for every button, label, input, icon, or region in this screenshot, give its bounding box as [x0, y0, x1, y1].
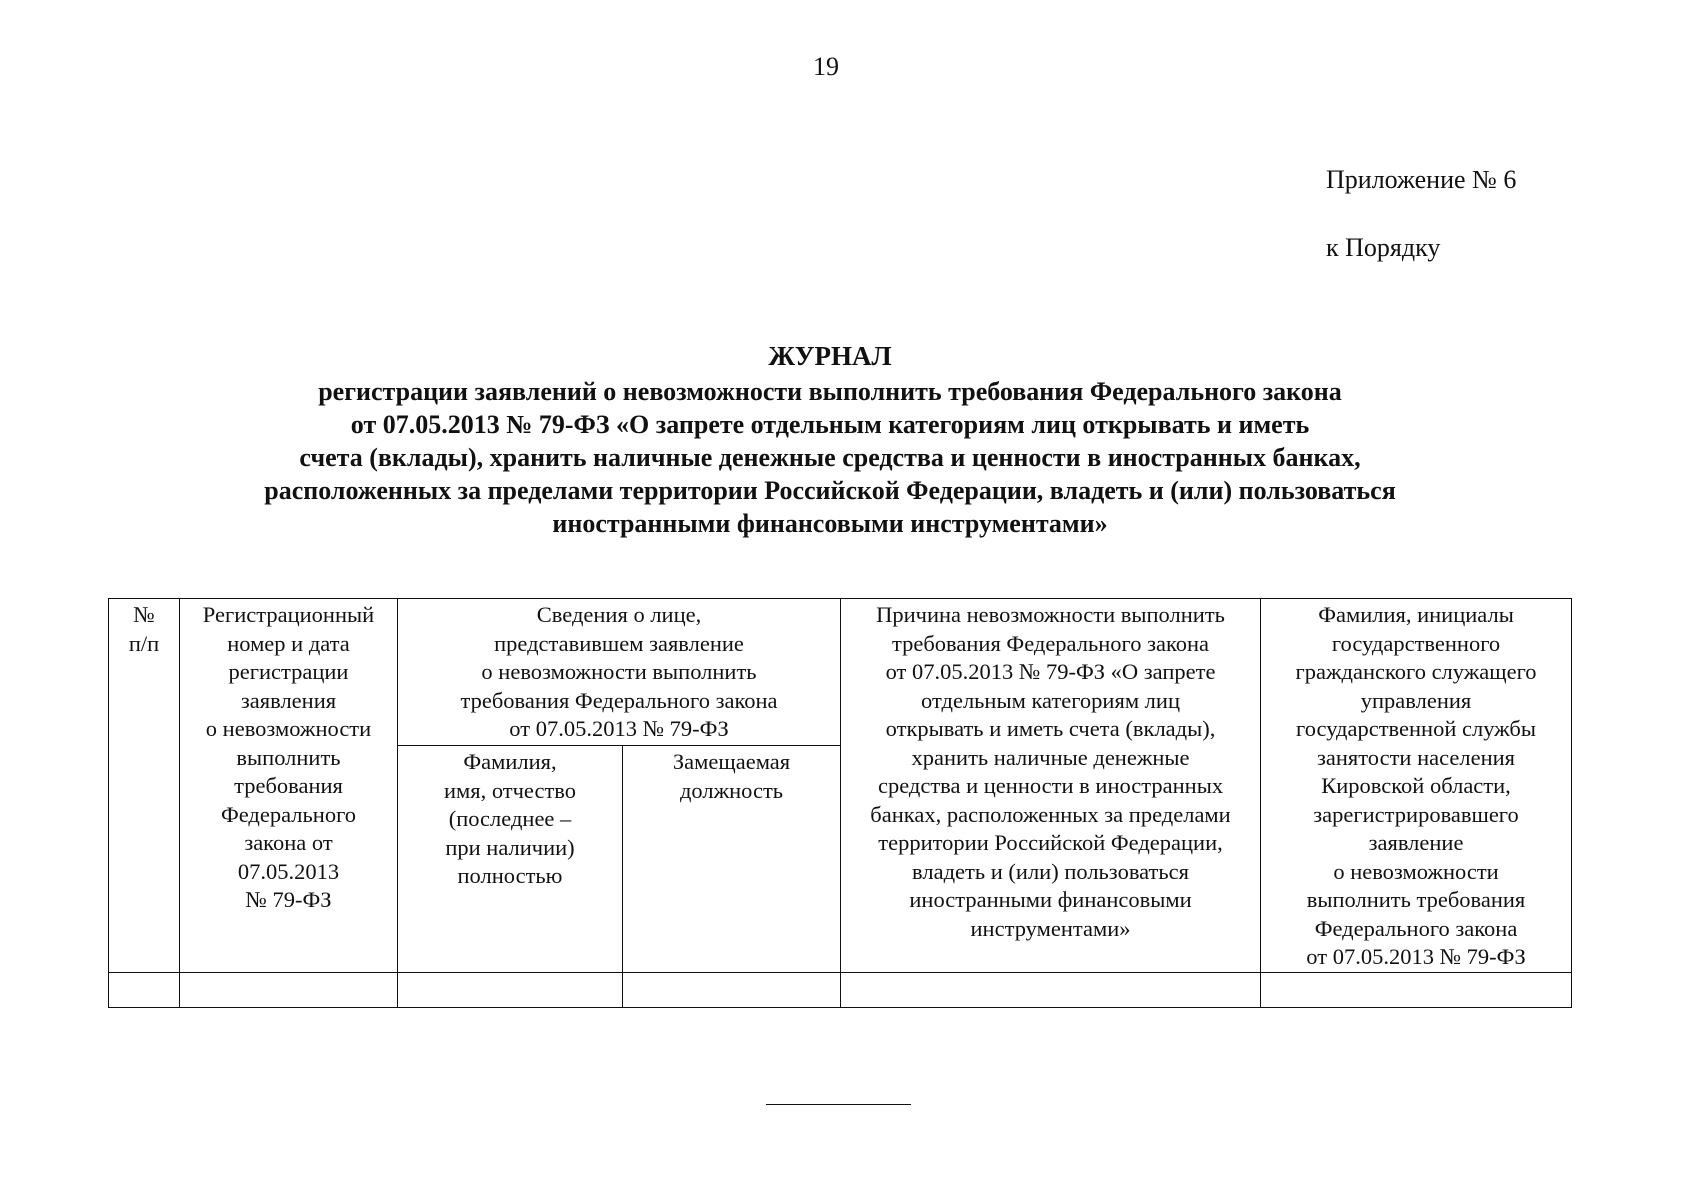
- header-line: п/п: [128, 630, 160, 656]
- header-line: представившем заявление: [494, 630, 744, 656]
- empty-cell: [623, 972, 841, 1007]
- appendix-number: Приложение № 6: [1326, 165, 1517, 194]
- header-line: от 07.05.2013 № 79-ФЗ «О запрете: [885, 659, 1216, 684]
- appendix-reference: к Порядку: [1326, 233, 1441, 262]
- header-line: требования Федерального закона: [460, 687, 778, 713]
- header-line: №: [133, 602, 155, 627]
- table-header-row: [109, 599, 1572, 746]
- header-number: [109, 599, 180, 973]
- header-line: Причина невозможности выполнить: [876, 602, 1225, 627]
- header-line: владеть и (или) пользоваться: [912, 858, 1189, 884]
- header-employee: [1261, 599, 1572, 973]
- header-person-position: [623, 746, 841, 972]
- header-line: Замещаемая: [672, 749, 791, 775]
- title-line: счета (вклады), хранить наличные денежные средства и ценности в иностранных банках,: [299, 443, 1361, 472]
- empty-cell: [398, 972, 623, 1007]
- header-line: занятости населения: [1317, 744, 1516, 770]
- title-line: регистрации заявлений о невозможности выполнить требования Федерального закона: [318, 377, 1342, 406]
- header-line: выполнить требования: [1306, 887, 1526, 912]
- header-line: территории Российской Федерации,: [878, 830, 1223, 855]
- header-line: государственной службы: [1296, 716, 1536, 741]
- header-line: № 79-ФЗ: [245, 887, 332, 912]
- header-line: иностранными финансовыми: [909, 887, 1192, 912]
- header-line: (последнее –: [448, 806, 572, 832]
- header-line: регистрации: [228, 659, 349, 684]
- journal-table: [108, 598, 1572, 1008]
- header-line: от 07.05.2013 № 79-ФЗ: [1306, 944, 1526, 969]
- document-title: [150, 340, 1510, 540]
- empty-cell: [1261, 972, 1572, 1007]
- title-line: иностранными финансовыми инструментами»: [552, 509, 1108, 538]
- header-line: отдельным категориям лиц: [921, 687, 1180, 713]
- header-line: государственного: [1331, 630, 1501, 656]
- header-person-group: [398, 599, 841, 746]
- header-line: Сведения о лице,: [536, 602, 702, 627]
- header-line: о невозможности выполнить: [481, 659, 757, 684]
- header-registration: [180, 599, 398, 973]
- header-line: гражданского служащего: [1295, 659, 1537, 684]
- header-line: закона от: [244, 830, 333, 855]
- header-line: открывать и иметь счета (вклады),: [885, 716, 1216, 741]
- header-reason: [841, 599, 1261, 973]
- header-line: требования: [234, 773, 343, 798]
- header-line: должность: [679, 777, 784, 803]
- header-line: при наличии): [445, 834, 575, 860]
- header-line: Федерального закона: [1314, 915, 1518, 941]
- header-line: банках, расположенных за пределами: [870, 801, 1231, 827]
- empty-cell: [841, 972, 1261, 1007]
- header-line: о невозможности: [1333, 858, 1499, 884]
- header-line: Регистрационный: [202, 602, 375, 627]
- header-line: средства и ценности в иностранных: [877, 773, 1224, 798]
- header-line: Федерального: [220, 801, 357, 827]
- header-line: Кировской области,: [1321, 773, 1511, 798]
- empty-cell: [109, 972, 180, 1007]
- header-line: управления: [1360, 687, 1472, 713]
- header-line: номер и дата: [227, 630, 350, 656]
- header-line: заявления: [240, 687, 337, 713]
- header-line: имя, отчество: [443, 777, 577, 803]
- title-line: расположенных за пределами территории Российской Федерации, владеть и (или) пользоваться: [264, 476, 1396, 505]
- header-line: зарегистрировавшего: [1313, 801, 1519, 827]
- header-line: о невозможности: [205, 716, 372, 741]
- header-line: заявление: [1368, 830, 1464, 855]
- header-line: Фамилия,: [463, 749, 557, 775]
- footer-divider: [766, 1104, 911, 1105]
- header-line: полностью: [457, 863, 563, 889]
- table-row: [109, 972, 1572, 1007]
- header-line: от 07.05.2013 № 79-ФЗ: [509, 716, 729, 741]
- header-person-name: [398, 746, 623, 972]
- title-main: ЖУРНАЛ: [768, 341, 892, 371]
- header-line: инструментами»: [970, 915, 1131, 941]
- header-line: требования Федерального закона: [892, 630, 1210, 656]
- header-line: 07.05.2013: [237, 858, 340, 884]
- header-line: хранить наличные денежные: [911, 744, 1190, 770]
- header-line: выполнить: [236, 744, 341, 770]
- title-line: от 07.05.2013 № 79-ФЗ «О запрете отдельным категориям лиц открывать и иметь: [350, 410, 1310, 439]
- empty-cell: [180, 972, 398, 1007]
- page-number: 19: [813, 52, 839, 81]
- header-line: Фамилия, инициалы: [1318, 602, 1514, 627]
